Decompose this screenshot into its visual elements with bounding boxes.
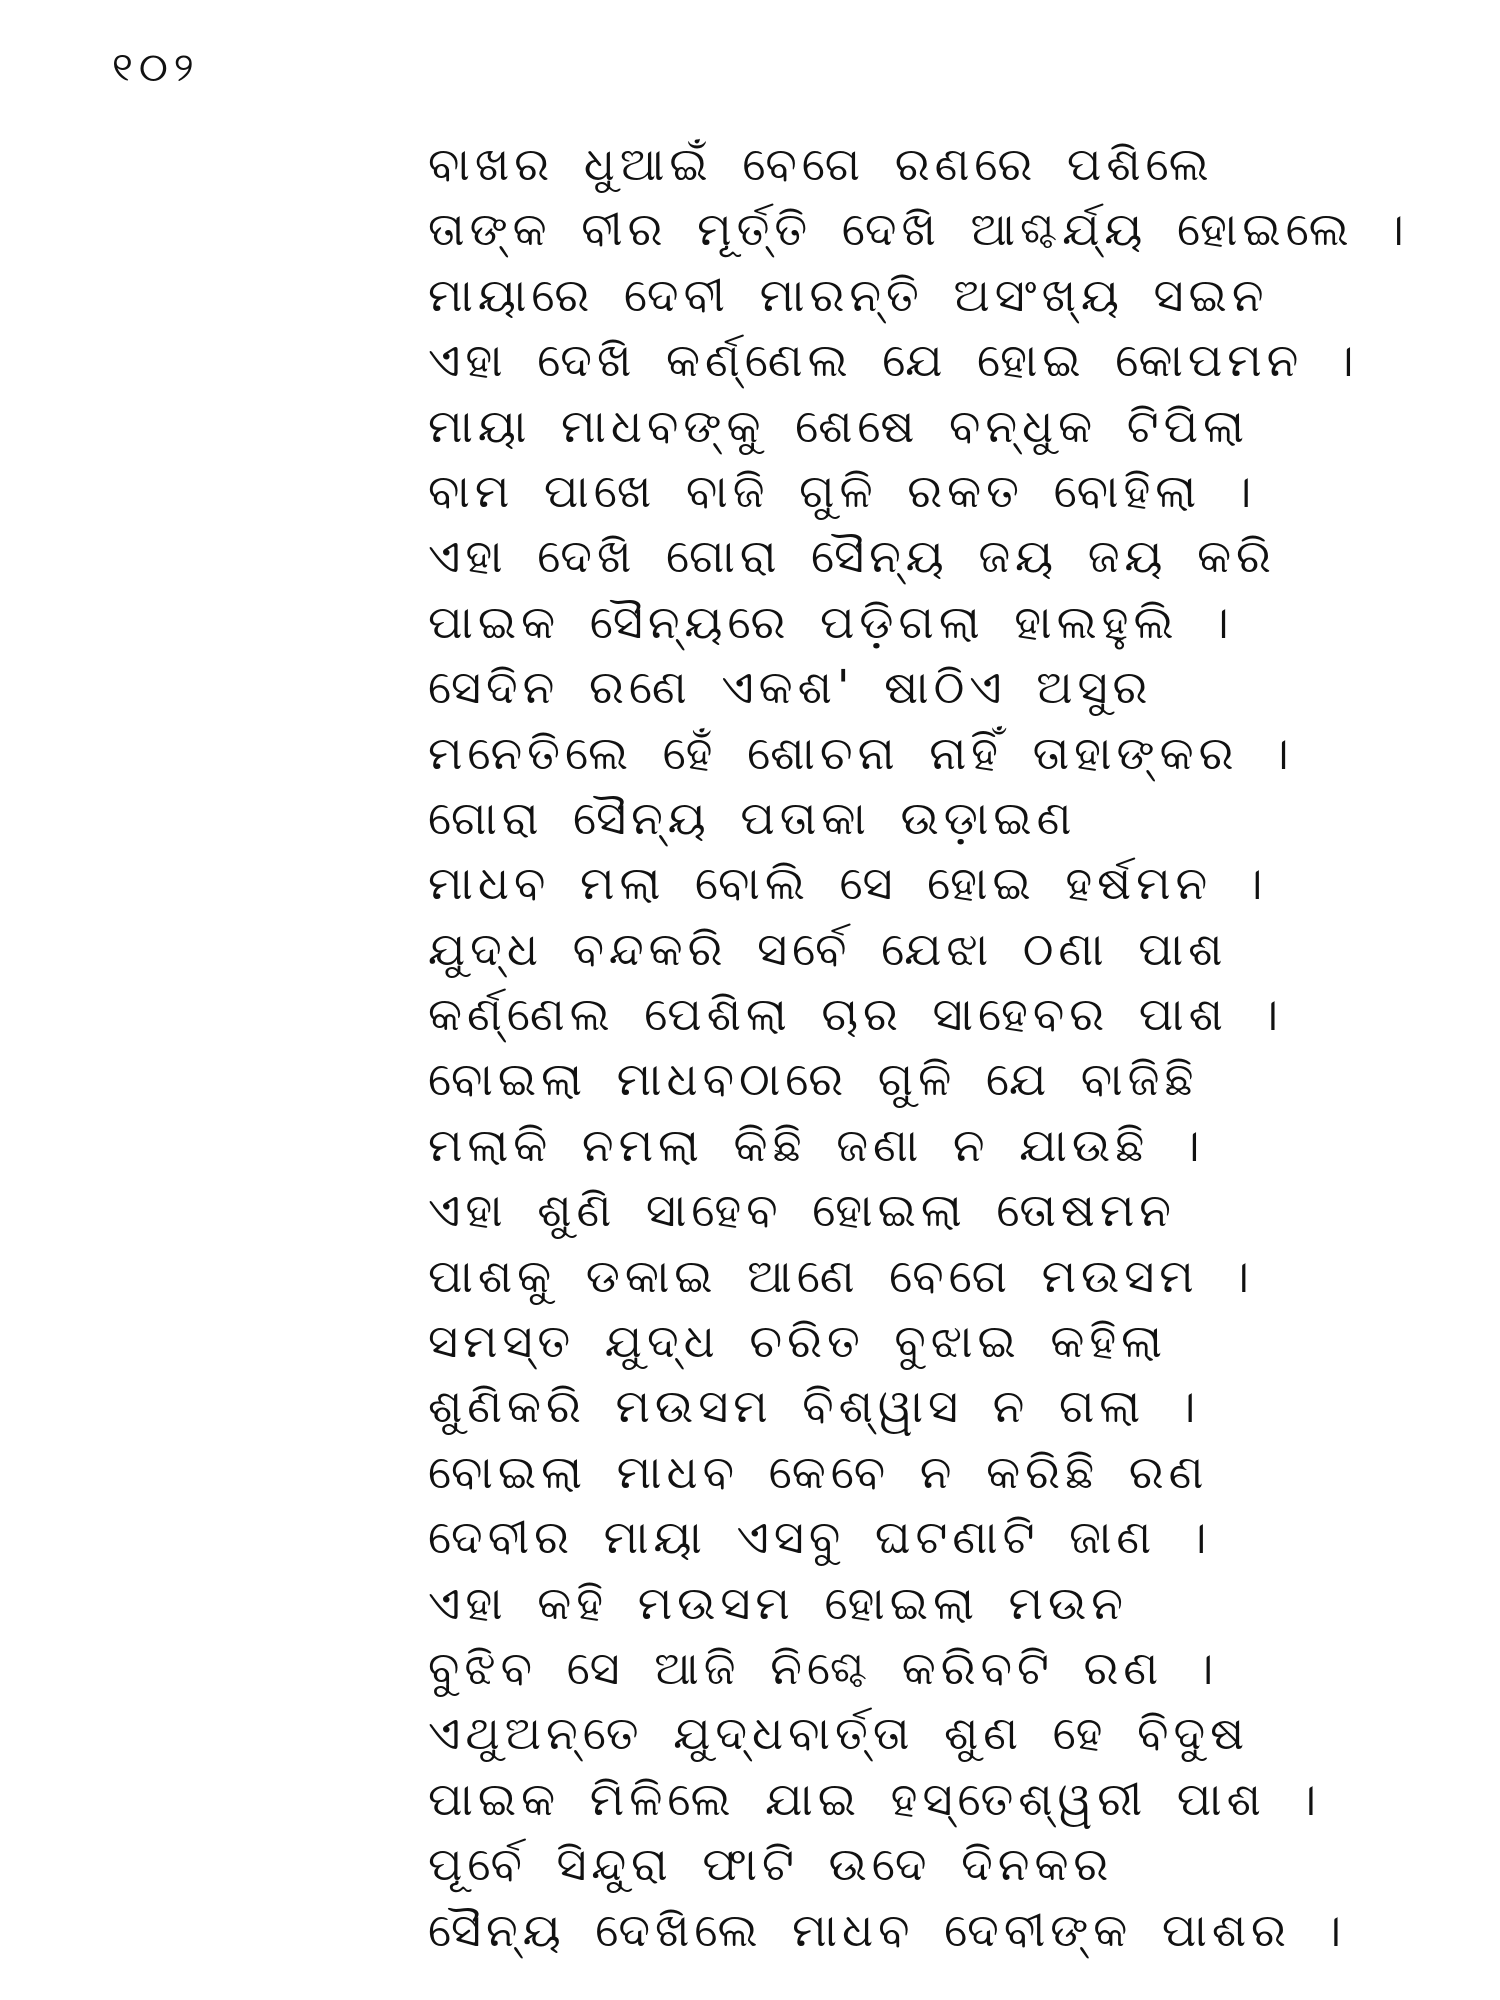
verse-line: କର୍ଣ୍ଣେଲ ପେଶିଲା ଚାର ସାହେବର ପାଶ । [428,987,1284,1042]
verse-line: ଗୋରା ସୈନ୍ୟ ପତାକା ଉଡ଼ାଇଣ [428,790,1077,845]
verse-line: ଯୁଦ୍ଧ ବନ୍ଦକରି ସର୍ବେ ଯେଝା ଠଣା ପାଶ [428,921,1228,976]
verse-line: ପୂର୍ବେ ସିନ୍ଦୁରା ଫାଟି ଉଦେ ଦିନକର [428,1837,1114,1892]
poem-verse-block [428,132,1468,1963]
verse-line: ମାଧବ ମଲା ବୋଲି ସେ ହୋଇ ହର୍ଷମନ । [428,856,1268,911]
verse-line: ସୈନ୍ୟ ଦେଖିଲେ ମାଧବ ଦେବୀଙ୍କ ପାଶର । [428,1902,1347,1957]
page-number: ୧୦୨ [112,45,200,91]
verse-line: ବୋଇଲା ମାଧବଠାରେ ଗୁଳି ଯେ ବାଜିଛି [428,1052,1199,1107]
verse-line: ବାଖର ଧୁଆଇଁ ବେଗେ ରଣରେ ପଶିଲେ [428,137,1214,191]
verse-line: ସେଦିନ ରଣେ ଏକଶ' ଷାଠିଏ ଅସୁର [428,660,1153,715]
verse-line: ଏହା ଦେଖି ଗୋରା ସୈନ୍ୟ ଜୟ ଜୟ କରି [428,529,1276,584]
verse-line: ପାଇକ ସୈନ୍ୟରେ ପଡ଼ିଗଲା ହାଲହୁଲି । [428,594,1234,649]
verse-line: ଏହା କହି ମଉସମ ହୋଇଲା ମଉନ [428,1575,1128,1630]
verse-line: ବାମ ପାଖେ ବାଜି ଗୁଳି ରକତ ବୋହିଲା । [428,463,1257,518]
verse-line: ଦେବୀର ମାୟା ଏସବୁ ଘଟଣାଟି ଜାଣ । [428,1510,1212,1565]
verse-line: ଏଥୁଅନ୍ତେ ଯୁଦ୍ଧବାର୍ତ୍ତା ଶୁଣ ହେ ବିଦୁଷ [428,1706,1250,1761]
verse-line: ବୁଝିବ ସେ ଆଜି ନିଶ୍ଚେ କରିବଟି ରଣ । [428,1640,1219,1695]
verse-line: ମନେତିଲେ ହେଁ ଶୋଚନା ନାହିଁ ତାହାଙ୍କର । [428,725,1294,780]
verse-line: ପାଶକୁ ଡକାଇ ଆଣେ ବେଗେ ମଉସମ । [428,1248,1255,1303]
verse-line: ଏହା ଶୁଣି ସାହେବ ହୋଇଲା ତୋଷମନ [428,1183,1176,1238]
verse-line: ତାଙ୍କ ବୀର ମୂର୍ତ୍ତି ଦେଖି ଆଶ୍ଚର୍ଯ୍ୟ ହୋଇଲେ । [428,202,1410,257]
verse-line: ମାୟାରେ ଦେବୀ ମାରନ୍ତି ଅସଂଖ୍ୟ ସଇନ [428,267,1269,322]
verse-line: ସମସ୍ତ ଯୁଦ୍ଧ ଚରିତ ବୁଝାଇ କହିଲା [428,1314,1168,1369]
verse-line: ମଲାକି ନମଲା କିଛି ଜଣା ନ ଯାଉଛି । [428,1117,1205,1172]
verse-line: ଏହା ଦେଖି କର୍ଣ୍ଣେଲ ଯେ ହୋଇ କୋପମନ । [428,333,1359,388]
verse-line: ବୋଇଲା ମାଧବ କେବେ ନ କରିଛି ରଣ [428,1444,1209,1499]
verse-line: ଶୁଣିକରି ମଉସମ ବିଶ୍ୱାସ ନ ଗଲା । [428,1379,1201,1434]
verse-line: ପାଇକ ମିଳିଲେ ଯାଇ ହସ୍ତେଶ୍ୱରୀ ପାଶ । [428,1771,1322,1826]
verse-line: ମାୟା ମାଧବଙ୍କୁ ଶେଷେ ବନ୍ଧୁକ ଟିପିଲା [428,398,1249,453]
